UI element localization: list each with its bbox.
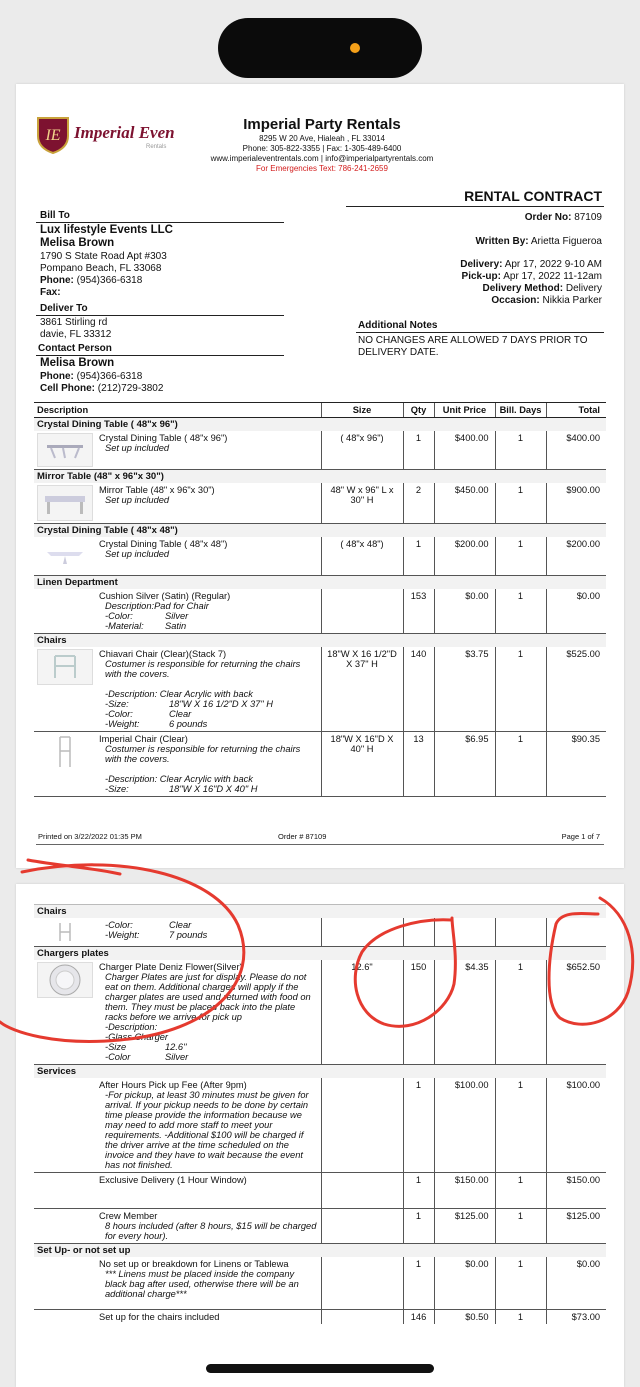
pickup-label: Pick-up:: [461, 271, 501, 282]
imperial-chair-image: [37, 734, 93, 770]
footer-divider: [36, 844, 604, 845]
company-header: [184, 116, 460, 173]
contract-title: RENTAL CONTRACT: [464, 188, 602, 204]
written-by-label: Written By:: [475, 236, 529, 247]
delivery-label: Delivery:: [460, 259, 503, 270]
bill-to-heading: Bill To: [40, 210, 70, 221]
bill-to-address2: Pompano Beach, FL 33068: [40, 263, 162, 274]
order-no-label: Order No:: [524, 212, 572, 223]
bill-to-fax-label: Fax:: [40, 287, 61, 298]
footer-page: Page 1 of 7: [561, 832, 600, 841]
notes-heading: Additional Notes: [358, 320, 438, 331]
bill-to-company: Lux lifestyle Events LLC: [40, 224, 173, 236]
svg-text:Imperial Event: Imperial Event: [74, 123, 174, 142]
section-row: Linen Department: [34, 576, 606, 590]
section-row: Chairs: [34, 634, 606, 648]
svg-text:IE: IE: [45, 127, 61, 144]
company-emergency: For Emergencies Text: 786-241-2659: [256, 164, 388, 173]
section-row: Chairs: [34, 905, 606, 919]
bill-to-name: Melisa Brown: [40, 237, 115, 249]
delivery-method: Delivery: [565, 283, 602, 294]
col-total: Total: [546, 403, 606, 418]
section-row: Services: [34, 1065, 606, 1079]
delivery-date: Apr 17, 2022 9-10 AM: [504, 259, 602, 270]
bill-to-phone-label: Phone:: [40, 275, 74, 286]
chair-image: [37, 920, 93, 944]
section-row: Mirror Table (48" x 96"x 30"): [34, 470, 606, 484]
contact-cell-label: Cell Phone:: [40, 383, 96, 394]
contact-divider: [36, 355, 284, 356]
contact-phone: (954)366-6318: [76, 371, 143, 382]
company-web-email: www.imperialeventrentals.com | info@imperialpartyrentals.com: [210, 154, 434, 163]
bill-to-phone: (954)366-6318: [76, 275, 143, 286]
contact-phone-label: Phone:: [40, 371, 74, 382]
delivery-method-label: Delivery Method:: [482, 283, 564, 294]
deliver-to-divider: [36, 315, 284, 316]
written-by: Arietta Figueroa: [530, 236, 602, 247]
company-name: Imperial Party Rentals: [243, 116, 401, 133]
order-no: 87109: [574, 212, 602, 223]
mirror-table-image: [37, 485, 93, 521]
crystal-square-table-image: [37, 539, 93, 573]
deliver-to-address1: 3861 Stirling rd: [40, 317, 108, 328]
company-address: 8295 W 20 Ave, Hialeah , FL 33014: [259, 134, 385, 143]
title-divider: [346, 206, 604, 207]
pickup-date: Apr 17, 2022 11-12am: [503, 271, 602, 282]
section-row: Chargers plates: [34, 947, 606, 961]
occasion: Nikkia Parker: [542, 295, 602, 306]
company-phone-fax: Phone: 305-822-3355 | Fax: 1-305-489-6400: [242, 144, 402, 153]
col-size: Size: [321, 403, 403, 418]
table-header: [34, 403, 606, 418]
deliver-to-heading: Deliver To: [40, 303, 88, 314]
table-row: Crystal Dining Table ( 48"x 48") Set up included ( 48"x 48") 1 $200.00 1 $200.00: [34, 537, 606, 576]
dynamic-island: [218, 18, 422, 78]
table-row: Imperial Chair (Clear) Costumer is responsible for returning the chairs with the covers. -Description: Clear Acrylic with back -Size: 18"W X 16"D X 40" H 18"W X 16"D X 40" H 13 $6.95 1 $90.35: [34, 732, 606, 797]
contract-page-2: [16, 884, 624, 1387]
table-row: Exclusive Delivery (1 Hour Window) 1 $150.00 1 $150.00: [34, 1173, 606, 1209]
contact-heading: Contact Person: [38, 343, 112, 354]
section-row: Set Up- or not set up: [34, 1244, 606, 1258]
col-description: Description: [34, 403, 321, 418]
table-row: Crystal Dining Table ( 48"x 96") Set up included ( 48"x 96") 1 $400.00 1 $400.00: [34, 431, 606, 470]
bill-to-divider: [36, 222, 284, 223]
notes-text: NO CHANGES ARE ALLOWED 7 DAYS PRIOR TO DELIVERY DATE.: [358, 335, 588, 358]
deliver-to-address2: davie, FL 33312: [40, 329, 112, 340]
camera-indicator-icon: [350, 43, 360, 53]
home-indicator[interactable]: [206, 1364, 434, 1373]
table-row: After Hours Pick up Fee (After 9pm) -For pickup, at least 30 minutes must be given for arrival. If your pickup needs to be done by certain time please provide the information because we may need to add more staff to meet your requirements. -Additional $100 will be charged if the driver arrive at the time scheduled on the invoice and they have to wait because the event has not finished. 1 $100.00 1 $100.00: [34, 1078, 606, 1173]
svg-text:Rentals: Rentals: [146, 144, 167, 150]
col-qty: Qty: [403, 403, 434, 418]
occasion-label: Occasion:: [491, 295, 540, 306]
printed-on: Printed on 3/22/2022 01:35 PM: [38, 832, 142, 841]
items-table-page-2: [34, 904, 606, 1324]
col-unit-price: Unit Price: [434, 403, 495, 418]
contact-cell: (212)729-3802: [97, 383, 164, 394]
chiavari-chair-image: [37, 649, 93, 685]
items-table-page-1: [34, 402, 606, 797]
table-row: Chiavari Chair (Clear)(Stack 7) Costumer is responsible for returning the chairs with the covers. -Description: Clear Acrylic with back -Size: 18"W X 16 1/2"D X 37" H -Color: Clear -Weight: 6 pounds 18"W X 16 1/2"D X 37" H 140 $3.75 1 $525.00: [34, 647, 606, 732]
company-logo: [34, 112, 174, 154]
footer-order: Order # 87109: [278, 832, 327, 841]
col-bill-days: Bill. Days: [495, 403, 546, 418]
notes-divider: [356, 332, 604, 333]
contract-page-1: [16, 84, 624, 868]
table-row: Charger Plate Deniz Flower(Silver) Charger Plates are just for display. Please do not eat on them. Additional charges will apply if the charger plates are used and returned with food on them. They must be placed back into the plate racks before we arrive for pick up -Description: -Glass Charger -Size 12.6'' -Color Silver 12.6" 150 $4.35 1 $652.50: [34, 960, 606, 1065]
table-row: -Color: Clear -Weight: 7 pounds: [34, 918, 606, 947]
contact-name: Melisa Brown: [40, 357, 115, 369]
table-row: Crew Member 8 hours included (after 8 hours, $15 will be charged for every hour). 1 $125.00 1 $125.00: [34, 1209, 606, 1244]
table-row: Mirror Table (48" x 96"x 30") Set up included 48" W x 96" L x 30" H 2 $450.00 1 $900.00: [34, 483, 606, 524]
charger-plate-image: [37, 962, 93, 998]
table-row: Cushion Silver (Satin) (Regular) Description:Pad for Chair -Color: Silver -Material: Satin 153 $0.00 1 $0.00: [34, 589, 606, 634]
crystal-table-image: [37, 433, 93, 467]
bill-to-address1: 1790 S State Road Apt #303: [40, 251, 167, 262]
section-row: Crystal Dining Table ( 48"x 96"): [34, 418, 606, 432]
table-row: No set up or breakdown for Linens or Tablewa *** Linens must be placed inside the company black bag after used, otherwise there will be an additional charge*** 1 $0.00 1 $0.00: [34, 1257, 606, 1309]
section-row: Crystal Dining Table ( 48"x 48"): [34, 524, 606, 538]
table-row: Set up for the chairs included 146 $0.50 1 $73.00: [34, 1309, 606, 1324]
